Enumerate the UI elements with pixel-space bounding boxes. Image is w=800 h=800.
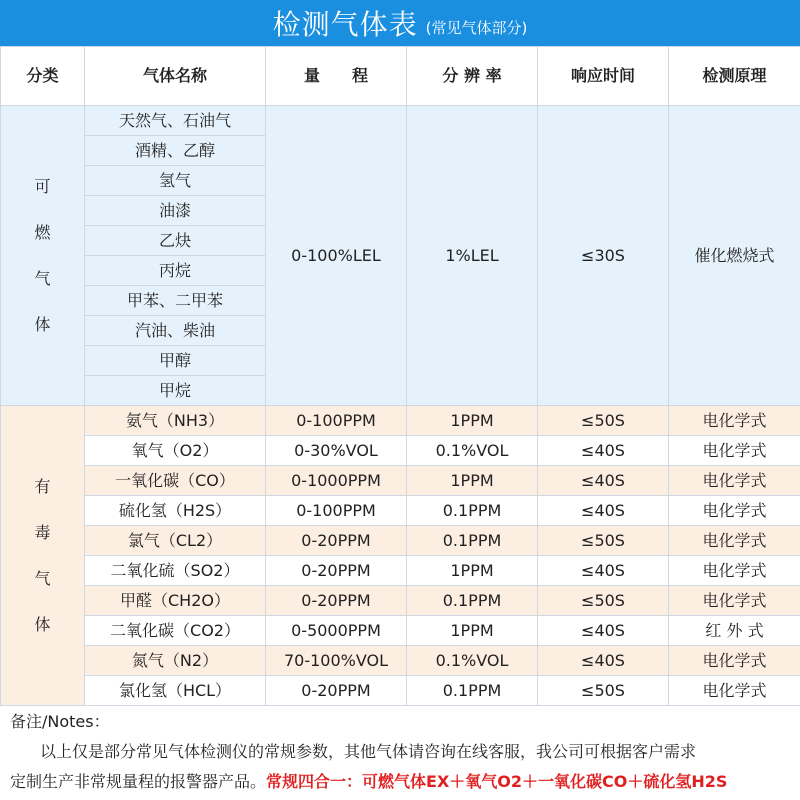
range-cell: 0-5000PPM [266, 616, 407, 646]
principle-cell: 电化学式 [669, 526, 800, 556]
range-cell: 0-1000PPM [266, 466, 407, 496]
response-cell: ≤50S [538, 526, 669, 556]
page-title: 检测气体表 [272, 8, 418, 41]
col-header-range: 量 程 [266, 47, 407, 106]
principle-cell: 电化学式 [669, 406, 800, 436]
col-header-response-time: 响应时间 [538, 47, 669, 106]
principle-cell: 电化学式 [669, 646, 800, 676]
title-bar [0, 0, 800, 46]
table-header-row [1, 47, 800, 106]
notes-line-2 [0, 767, 800, 797]
range-cell: 0-20PPM [266, 556, 407, 586]
flammable-range-cell: 0-100%LEL [266, 106, 407, 406]
category-char: 毒 [34, 522, 51, 542]
resolution-cell: 0.1PPM [407, 676, 538, 706]
category-char: 体 [34, 614, 51, 634]
response-cell: ≤40S [538, 466, 669, 496]
col-header-principle: 检测原理 [669, 47, 800, 106]
col-header-gas-name: 气体名称 [85, 47, 266, 106]
range-cell: 0-100PPM [266, 496, 407, 526]
gas-name-cell: 甲烷 [85, 376, 266, 406]
gas-name-cell: 乙炔 [85, 226, 266, 256]
resolution-cell: 1PPM [407, 406, 538, 436]
principle-cell: 电化学式 [669, 466, 800, 496]
principle-cell: 红 外 式 [669, 616, 800, 646]
gas-name-cell: 硫化氢（H2S） [85, 496, 266, 526]
page-subtitle: (常见气体部分) [425, 18, 528, 37]
range-cell: 70-100%VOL [266, 646, 407, 676]
gas-name-cell: 甲醇 [85, 346, 266, 376]
category-char: 燃 [34, 222, 51, 242]
response-cell: ≤40S [538, 646, 669, 676]
gas-name-cell: 天然气、石油气 [85, 106, 266, 136]
table-row [1, 436, 800, 466]
table-row [1, 556, 800, 586]
table-row [1, 676, 800, 706]
gas-name-cell: 一氧化碳（CO） [85, 466, 266, 496]
category-char: 可 [34, 176, 51, 196]
table-row [1, 616, 800, 646]
resolution-cell: 1PPM [407, 556, 538, 586]
gas-name-cell: 氨气（NH3） [85, 406, 266, 436]
notes-line-1: 以上仅是部分常见气体检测仪的常规参数，其他气体请咨询在线客服，我公司可根据客户需求 [40, 742, 697, 761]
gas-name-cell: 氯气（CL2） [85, 526, 266, 556]
resolution-cell: 0.1%VOL [407, 436, 538, 466]
category-char: 气 [34, 568, 51, 588]
resolution-cell: 1PPM [407, 616, 538, 646]
col-header-category: 分类 [1, 47, 85, 106]
response-cell: ≤50S [538, 586, 669, 616]
gas-name-cell: 丙烷 [85, 256, 266, 286]
table-row [1, 496, 800, 526]
table-row [1, 106, 800, 136]
category-char: 有 [34, 476, 51, 496]
flammable-principle-cell: 催化燃烧式 [669, 106, 800, 406]
gas-table [0, 46, 800, 706]
response-cell: ≤40S [538, 556, 669, 586]
resolution-cell: 0.1PPM [407, 586, 538, 616]
range-cell: 0-20PPM [266, 526, 407, 556]
resolution-cell: 0.1PPM [407, 526, 538, 556]
category-toxic [1, 406, 85, 706]
gas-name-cell: 氢气 [85, 166, 266, 196]
notes-label: 备注/Notes： [10, 712, 110, 731]
principle-cell: 电化学式 [669, 436, 800, 466]
table-row [1, 586, 800, 616]
gas-name-cell: 油漆 [85, 196, 266, 226]
table-row [1, 406, 800, 436]
response-cell: ≤40S [538, 496, 669, 526]
gas-name-cell: 氧气（O2） [85, 436, 266, 466]
principle-cell: 电化学式 [669, 586, 800, 616]
table-row [1, 526, 800, 556]
col-header-resolution: 分 辨 率 [407, 47, 538, 106]
principle-cell: 电化学式 [669, 676, 800, 706]
category-char: 气 [34, 268, 51, 288]
notes-section [0, 707, 800, 800]
resolution-cell: 0.1%VOL [407, 646, 538, 676]
table-row [1, 646, 800, 676]
principle-cell: 电化学式 [669, 496, 800, 526]
response-cell: ≤40S [538, 436, 669, 466]
range-cell: 0-20PPM [266, 586, 407, 616]
response-cell: ≤50S [538, 406, 669, 436]
gas-name-cell: 酒精、乙醇 [85, 136, 266, 166]
gas-name-cell: 氯化氢（HCL） [85, 676, 266, 706]
range-cell: 0-30%VOL [266, 436, 407, 466]
range-cell: 0-20PPM [266, 676, 407, 706]
range-cell: 0-100PPM [266, 406, 407, 436]
flammable-response-cell: ≤30S [538, 106, 669, 406]
gas-name-cell: 甲苯、二甲苯 [85, 286, 266, 316]
response-cell: ≤40S [538, 616, 669, 646]
notes-line-2-text: 定制生产非常规量程的报警器产品。 [10, 772, 267, 791]
category-flammable [1, 106, 85, 406]
flammable-resolution-cell: 1%LEL [407, 106, 538, 406]
category-char: 体 [34, 314, 51, 334]
table-row [1, 466, 800, 496]
response-cell: ≤50S [538, 676, 669, 706]
resolution-cell: 0.1PPM [407, 496, 538, 526]
resolution-cell: 1PPM [407, 466, 538, 496]
gas-name-cell: 氮气（N2） [85, 646, 266, 676]
gas-name-cell: 甲醛（CH2O） [85, 586, 266, 616]
gas-name-cell: 汽油、柴油 [85, 316, 266, 346]
gas-name-cell: 二氧化碳（CO2） [85, 616, 266, 646]
principle-cell: 电化学式 [669, 556, 800, 586]
gas-name-cell: 二氧化硫（SO2） [85, 556, 266, 586]
notes-highlight: 常规四合一：可燃气体EX＋氧气O2＋一氧化碳CO＋硫化氢H2S [266, 772, 728, 791]
